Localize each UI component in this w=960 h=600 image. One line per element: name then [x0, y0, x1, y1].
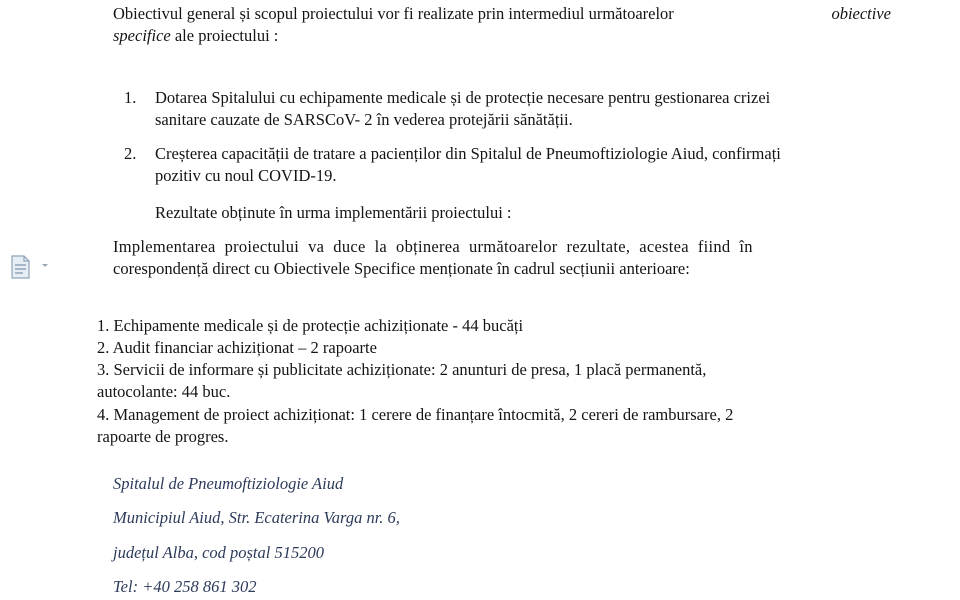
result-line: autocolante: 44 buc.	[97, 382, 231, 401]
intro-line-2	[113, 25, 278, 47]
results-heading: Rezultate obținute în urma implementării proiectului :	[155, 203, 512, 222]
objective-number: 1.	[124, 88, 137, 107]
result-line: 1. Echipamente medicale și de protecție achiziționate - 44 bucăți	[97, 316, 524, 335]
result-line: 4. Management de proiect achiziționat: 1 cerere de finanțare întocmită, 2 cereri de rambursare, 2	[97, 405, 734, 424]
intro-italic-objectives: obiective	[831, 4, 891, 23]
intro-line-1	[113, 3, 891, 25]
paragraph-options[interactable]	[9, 254, 49, 280]
result-line: 3. Servicii de informare și publicitate achiziționate: 2 anunturi de presa, 1 placă permanentă,	[97, 360, 707, 379]
objective-line: Dotarea Spitalului cu echipamente medicale și de protecție necesare pentru gestionarea crizei	[155, 88, 771, 107]
document-icon	[9, 254, 49, 280]
intro-text-end: ale proiectului :	[174, 26, 279, 45]
implementation-line: Implementarea proiectului va duce la obținerea următoarelor rezultate, acestea fiind în	[113, 237, 753, 256]
chevron-down-icon	[42, 264, 48, 267]
intro-text: Obiectivul general și scopul proiectului vor fi realizate prin intermediul următoarelor	[113, 4, 674, 23]
objective-line: sanitare cauzate de SARSCoV- 2 în vederea protejării sănătății.	[155, 110, 573, 129]
objective-line: Creșterea capacității de tratare a pacienților din Spitalul de Pneumoftiziologie Aiud, confirmați	[155, 144, 781, 163]
result-line: rapoarte de progres.	[97, 427, 229, 446]
intro-italic-specific: specifice	[113, 26, 171, 45]
result-line: 2. Audit financiar achiziționat – 2 rapoarte	[97, 338, 377, 357]
implementation-line: corespondență direct cu Obiectivele Specifice menționate în cadrul secțiunii anterioare:	[113, 259, 690, 278]
objective-number: 2.	[124, 144, 137, 163]
objective-line: pozitiv cu noul COVID-19.	[155, 166, 337, 185]
footer-phone: Tel: +40 258 861 302	[113, 577, 257, 596]
footer-hospital-name: Spitalul de Pneumoftiziologie Aiud	[113, 474, 344, 493]
footer-county: județul Alba, cod poștal 515200	[113, 543, 324, 562]
footer-address: Municipiul Aiud, Str. Ecaterina Varga nr. 6,	[113, 508, 400, 527]
